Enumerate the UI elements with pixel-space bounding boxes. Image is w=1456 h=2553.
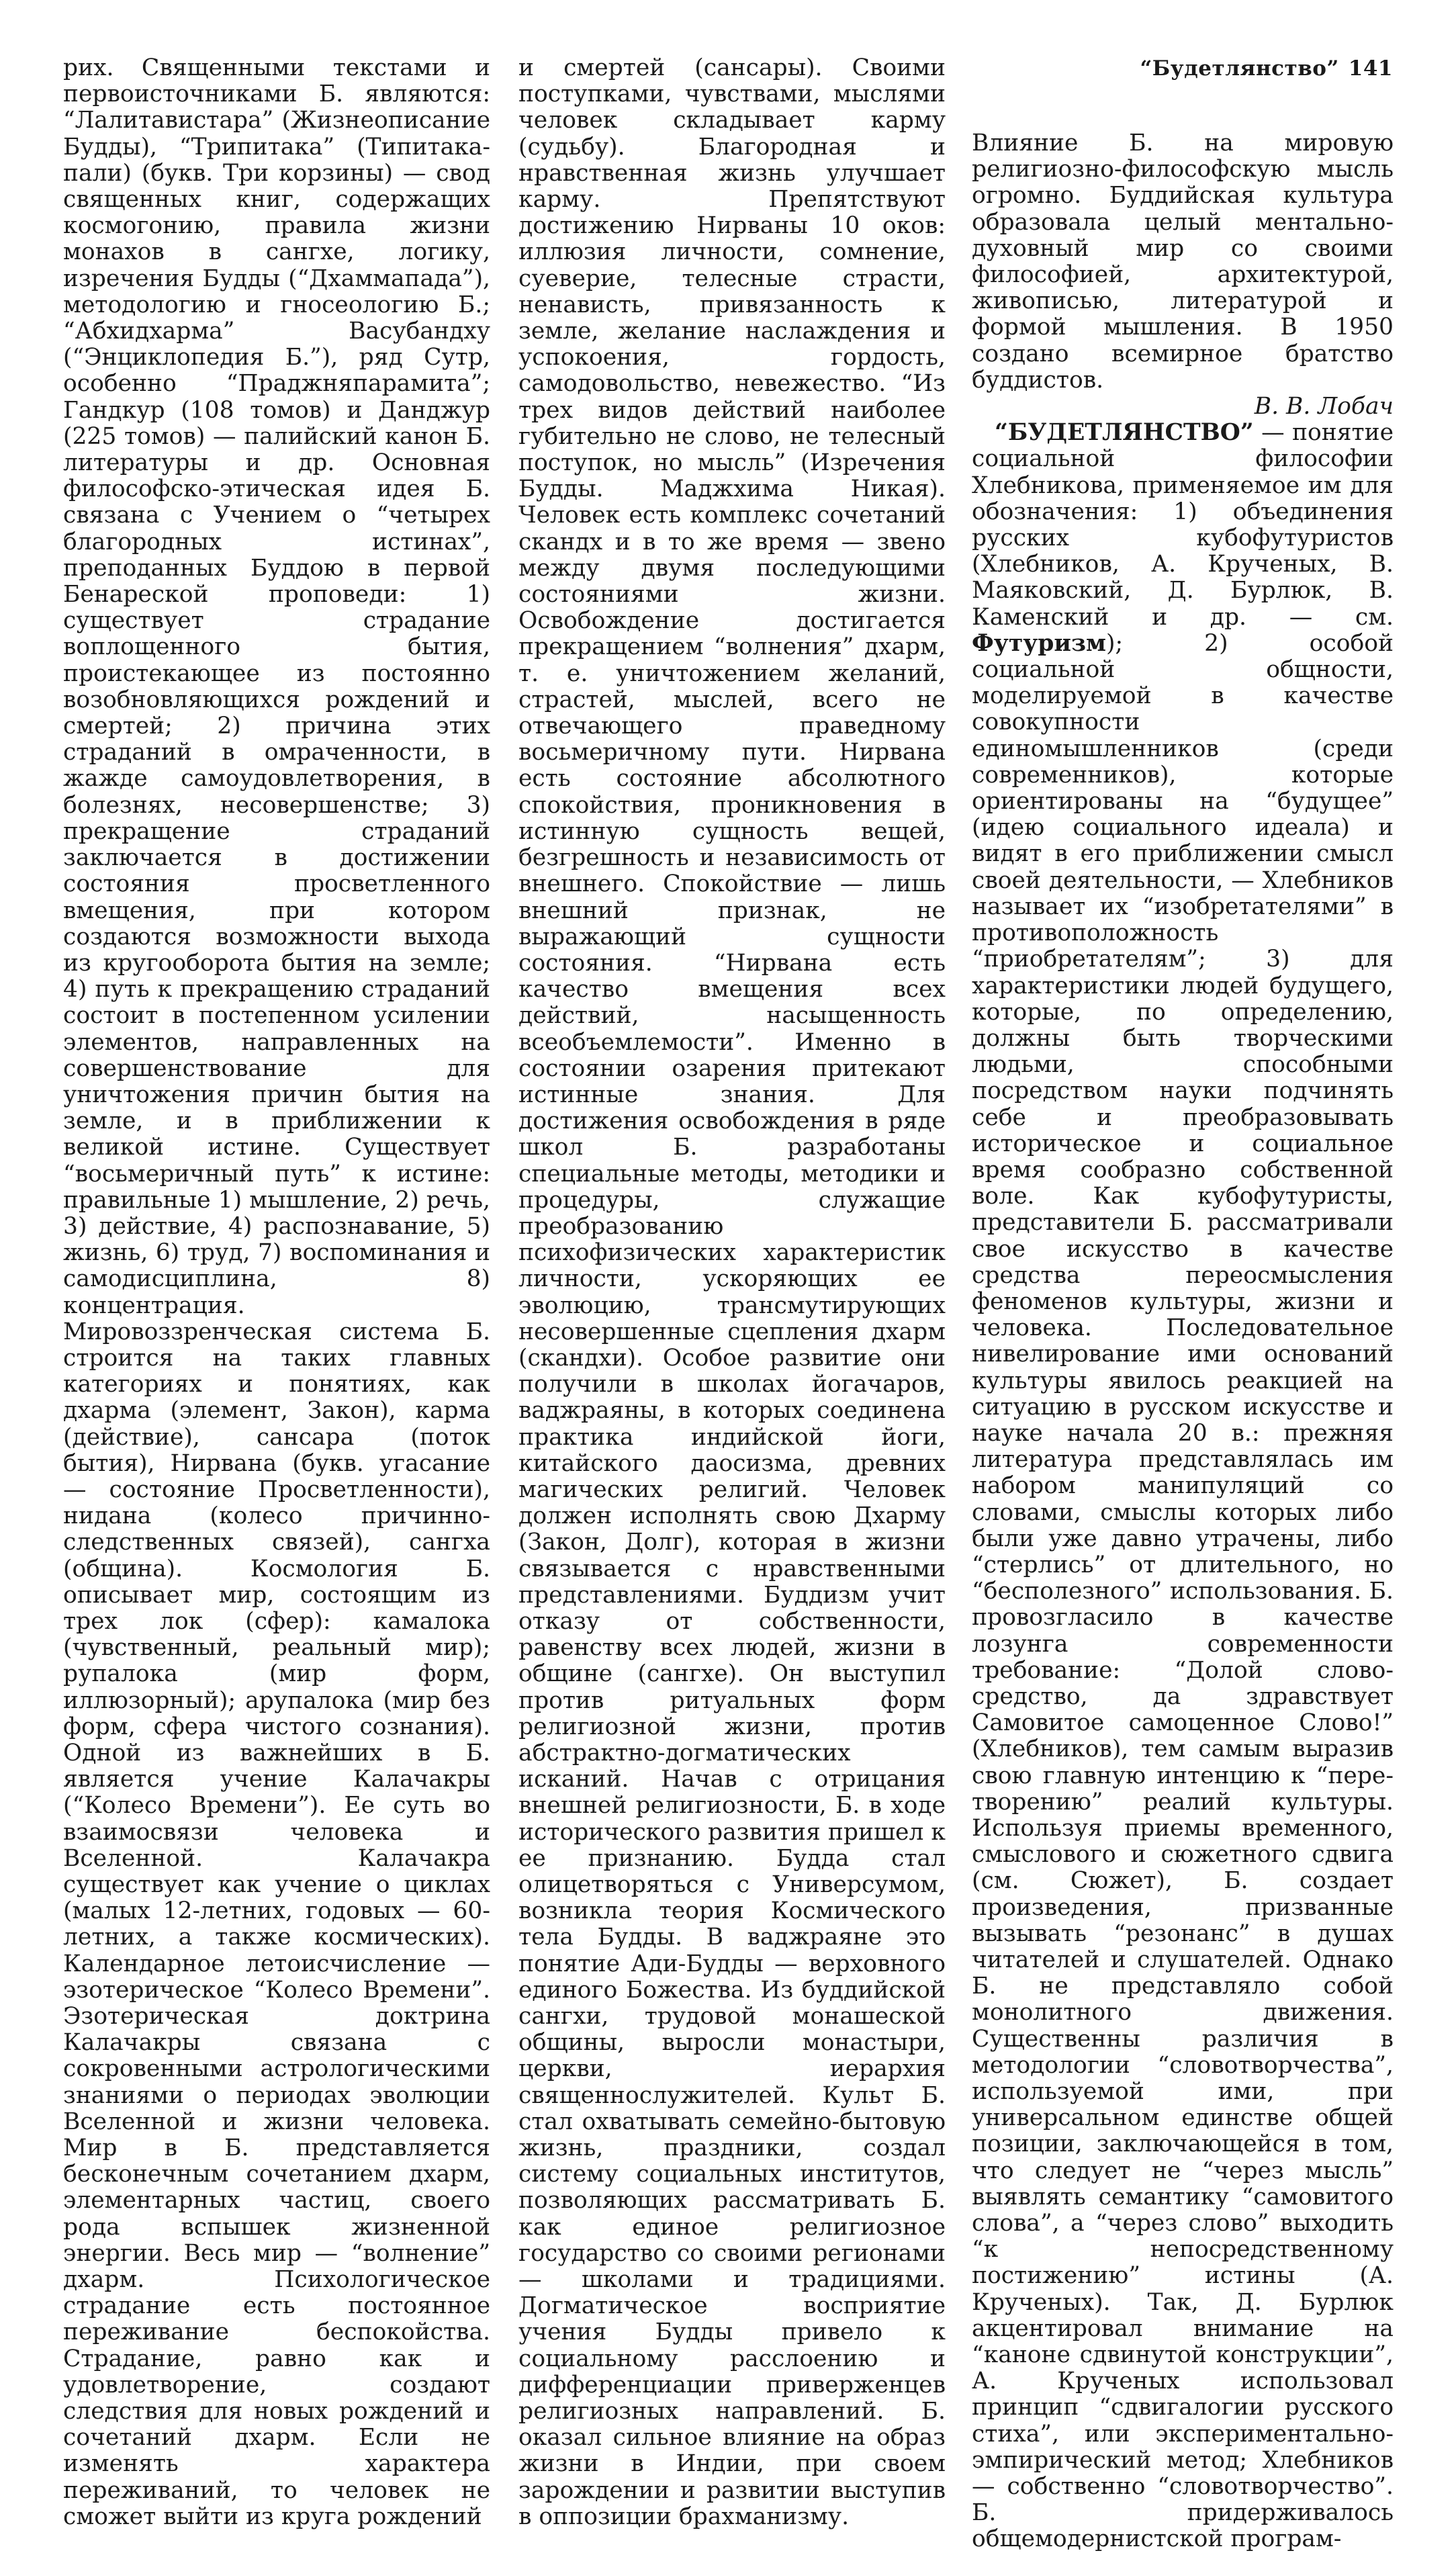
- text-column-middle: [518, 54, 946, 2530]
- running-title: “Будетлянство”: [1140, 56, 1339, 81]
- column-2-paragraph: и смертей (сансары). Своими поступками, чувствами, мыслями человек складывает карму (судьбу). Благородная и нравственная жизнь улучшает карму. Препятствуют достижению Нирваны 10 оков: иллюзия личности, сомнение, суеверие, телесные страсти, ненависть, привязанность к земле, желание наслаждения и успокоения, гордость, самодовольство, невежество. “Из трех видов действий наиболее губительно не слово, не телесный поступок, но мысль” (Изречения Будды. Маджхима Никая). Человек есть комплекс сочетаний скандх и в то же время — звено между двумя последующими состояниями жизни. Освобождение достигается прекращением “волнения” дхарм, т. е. уничтожением желаний, страстей, мыслей, всего не отвечающего праведному восьмеричному пути. Нирвана есть состояние абсолютного спокойствия, проникновения в истинную сущность вещей, безгрешность и независимость от внешнего. Спокойствие — лишь внешний признак, не выражающий сущности состояния. “Нирвана есть качество вмещения всех действий, насыщенность всеобъемлемости”. Именно в состоянии озарения притекают истинные знания. Для достижения освобождения в ряде школ Б. разработаны специальные методы, методики и процедуры, служащие преобразованию психофизических характеристик личности, ускоряющих ее эволюцию, трансмутирующих несовершенные сцепления дхарм (скандхи). Особое развитие они получили в школах йогачаров, ваджраяны, в которых соединена практика индийской йоги, китайского даосизма, древних магических религий. Человек должен исполнять свою Дхарму (Закон, Долг), которая в жизни связывается с нравственными представлениями. Буддизм учит отказу от собственности, равенству всех людей, жизни в общине (сангхе). Он выступил против ритуальных форм религиозной жизни, против абстрактно-догматических исканий. Начав с отрицания внешней религиозности, Б. в ходе исторического развития пришел к ее признанию. Будда стал олицетворяться с Универсумом, возникла теория Космического тела Будды. В ваджраяне это понятие Ади-Будды — верховного единого Божества. Из буддийской сангхи, трудовой монашеской общины, выросли монастыри, церкви, иерархия священнослужителей. Культ Б. стал охватывать семейно-бытовую жизнь, праздники, создал систему социальных институтов, позволяющих рассматривать Б. как единое религиозное государство со своими регионами — школами и традициями. Догматическое восприятие учения Будды привело к социальному расслоению и дифференциации приверженцев религиозных направлений. Б. оказал сильное влияние на образ жизни в Индии, при своем зарождении и развитии выступив в оппозиции брахманизму.: [518, 54, 946, 2530]
- author-signature: В. В. Лобач: [1254, 393, 1394, 420]
- text-column-right: [972, 130, 1394, 2553]
- buddhism-article-ending: Влияние Б. на мировую религиозно-философскую мысль огромно. Буддийская культура образовала целый ментально-духовный мир со своими философией, архитектурой, живописью, литературой и формой мышления. В 1950 создано всемирное братство буддистов.: [972, 130, 1394, 394]
- running-header: [1140, 56, 1393, 81]
- cross-reference-futurism[interactable]: Футуризм: [972, 629, 1106, 657]
- budetlyanstvo-entry: [972, 420, 1394, 2552]
- text-column-left: [63, 54, 490, 2530]
- column-1-paragraph: рих. Священными текстами и первоисточниками Б. являются: “Лалитавистара” (Жизнеописание Будды), “Трипитака” (Типитака-пали) (букв. Три корзины) — свод священных книг, содержащих космогонию, правила жизни монахов в сангхе, логику, изречения Будды (“Дхаммапада”), методологию и гносеологию Б.; “Абхидхарма” Васубандху (“Энциклопедия Б.”), ряд Сутр, особенно “Праджняпарамита”; Гандкур (108 томов) и Данджур (225 томов) — палийский канон Б. литературы и др. Основная философско-этическая идея Б. связана с Учением о “четырех благородных истинах”, преподанных Буддою в первой Бенарeской проповеди: 1) существует страдание воплощенного бытия, проистекающее из постоянно возобновляющихся рождений и смертей; 2) причина этих страданий в омраченности, в жажде самоудовлетворения, в болезнях, несовершенстве; 3) прекращение страданий заключается в достижении состояния просветленного вмещения, при котором создаются возможности выхода из кругооборота бытия на земле; 4) путь к прекращению страданий состоит в постепенном усилении элементов, направленных на совершенствование для уничтожения причин бытия на земле, и в приближении к великой истине. Существует “восьмеричный путь” к истине: правильные 1) мышление, 2) речь, 3) действие, 4) распознавание, 5) жизнь, 6) труд, 7) воспоминания и самодисциплина, 8) концентрация. Мировоззренческая система Б. строится на таких главных категориях и понятиях, как дхарма (элемент, Закон), карма (действие), сансара (поток бытия), Нирвана (букв. угасание — состояние Просветленности), нидана (колесо причинно-следственных связей), сангха (община). Космология Б. описывает мир, состоящим из трех лок (сфер): камалока (чувственный, реальный мир); рупалока (мир форм, иллюзорный); арупалока (мир без форм, сфера чистого сознания). Одной из важнейших в Б. является учение Калачакры (“Колесо Времени”). Ее суть во взаимосвязи человека и Вселенной. Калачакра существует как учение о циклах (малых 12-летних, годовых — 60-летних, а также космических). Календарное летоисчисление — эзотерическое “Колесо Времени”. Эзотерическая доктрина Калачакры связана с сокровенными астрологическими знаниями о периодах эволюции Вселенной и жизни человека. Мир в Б. представляется бесконечным сочетанием дхарм, элементарных частиц, своего рода вспышек жизненной энергии. Весь мир — “волнение” дхарм. Психологическое страдание есть постоянное переживание беспокойства. Страдание, равно как и удовлетворение, создают следствия для новых рождений и сочетаний дхарм. Если не изменять характера переживаний, то человек не сможет выйти из круга рождений: [63, 54, 490, 2530]
- entry-text-part-2: ); 2) особой социальной общности, моделируемой в качестве совокупности единомышленников (среди современников), которые ориентированы на “будущее” (идею социального идеала) и видят в его приближении смысл своей деятельности, — Хлебников называет их “изобретателями” в противоположность “приобретателям”; 3) для характеристики людей будущего, которые, по определению, должны быть творческими людьми, способными посредством науки подчинять себе и преобразовывать историческое и социальное время сообразно собственной воле. Как кубофутуристы, представители Б. рассматривали свое искусство в качестве средства переосмысления феноменов культуры, жизни и человека. Последовательное нивелирование ими оснований культуры явилось реакцией на ситуацию в русском искусстве и науке начала 20 в.: прежняя литература представлялась им набором манипуляций со словами, смыслы которых либо были уже давно утрачены, либо “стерлись” от длительного, но “бесполезного” использования. Б. провозгласило в качестве лозунга современности требование: “Долой слово-средство, да здравствует Самовитое самоценное Слово!” (Хлебников), тем самым выразив свою главную интенцию к “пере-творению” реалий культуры. Используя приемы временного, смыслового и сюжетного сдвига (см. Сюжет), Б. создает произведения, призванные вызывать “резонанс” в душах читателей и слушателей. Однако Б. не представляло собой монолитного движения. Существенны различия в методологии “словотворчества”, используемой ими, при универсальном единстве общей позиции, заключающейся в том, что следует не “через мысль” выявлять семантику “самовитого слова”, а “через слово” выходить “к непосредственному постижению” истины (А. Крученых). Так, Д. Бурлюк акцентировал внимание на “каноне сдвинутой конструкции”, А. Крученых использовал принцип “сдвигалогии русского стиха”, или экспериментально-эмпирический метод; Хлебников — собственно “словотворчество”. Б. придерживалось общемодернистской програм-: [972, 629, 1394, 2553]
- entry-headword: “БУДЕТЛЯНСТВО”: [995, 419, 1254, 447]
- entry-text-part-1: — понятие социальной философии Хлебникова, применяемое им для обозначения: 1) объединения русских кубофутуристов (Хлебников, А. Крученых, В. Маяковский, Д. Бурлюк, В. Каменский и др. — см.: [972, 419, 1394, 631]
- page-number: 141: [1348, 56, 1393, 81]
